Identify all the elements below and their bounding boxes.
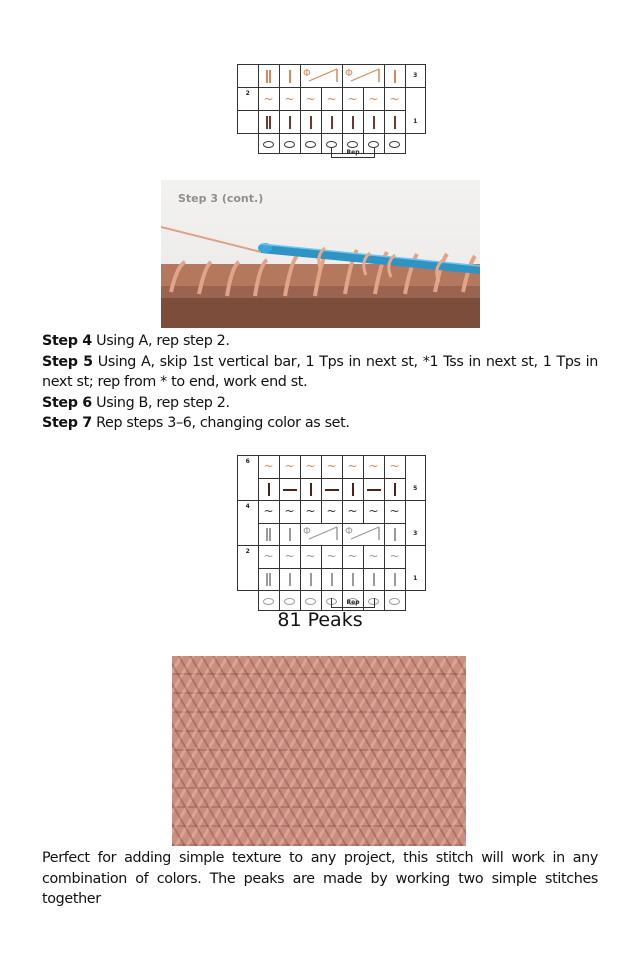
chart-cell bbox=[363, 568, 384, 591]
chart-cell: ~ bbox=[300, 501, 321, 524]
chart-cell: ~ bbox=[300, 456, 321, 479]
chart-cell: ~ bbox=[384, 501, 405, 524]
chart-cell bbox=[384, 568, 405, 591]
step3-photo bbox=[161, 180, 480, 328]
chart-cell bbox=[300, 111, 321, 134]
chart-cell bbox=[321, 478, 342, 501]
repeat-bracket: Rep bbox=[331, 148, 375, 158]
chart-cell: ~ bbox=[300, 546, 321, 569]
chart-cell bbox=[363, 111, 384, 134]
chart-cell bbox=[258, 65, 279, 88]
row-label-empty bbox=[238, 568, 259, 591]
chart-cell: ~ bbox=[342, 456, 363, 479]
row-label-empty bbox=[238, 523, 259, 546]
chart-cell bbox=[279, 568, 300, 591]
chart-cell: ~ bbox=[384, 88, 405, 111]
row-label-4: 4 bbox=[238, 501, 259, 524]
peaks-swatch-photo bbox=[172, 656, 466, 846]
chart-cell bbox=[279, 65, 300, 88]
chart-cell: ~ bbox=[300, 88, 321, 111]
chart-cell bbox=[258, 478, 279, 501]
chart-cell: ~ bbox=[384, 546, 405, 569]
step-text: Using B, rep step 2. bbox=[91, 394, 230, 411]
svg-text:Φ: Φ bbox=[345, 67, 353, 79]
chart-cell-chain bbox=[300, 591, 321, 611]
chart-cell: ~ bbox=[363, 88, 384, 111]
row-label-empty bbox=[405, 456, 426, 479]
stitch-chart-top bbox=[237, 64, 426, 154]
chart-cell: ~ bbox=[279, 546, 300, 569]
chart-cell bbox=[321, 111, 342, 134]
row-label-empty bbox=[238, 591, 259, 611]
row-label-empty bbox=[405, 88, 426, 111]
row-label-empty bbox=[405, 546, 426, 569]
chart-cell: ~ bbox=[342, 501, 363, 524]
chart-cell bbox=[279, 111, 300, 134]
row-label-3: 3 bbox=[405, 65, 426, 88]
step-text: Using A, skip 1st vertical bar, 1 Tps in next st, *1 Tss in next st, 1 Tps in next st; rep from * to end, work end st. bbox=[42, 353, 599, 390]
chart-cell bbox=[342, 568, 363, 591]
chart-cell: ~ bbox=[279, 88, 300, 111]
chart-cell: ~ bbox=[363, 501, 384, 524]
row-label-1: 1 bbox=[405, 111, 426, 134]
chart-cell bbox=[342, 478, 363, 501]
row-label-1: 1 bbox=[405, 568, 426, 591]
repeat-bracket: Rep bbox=[331, 598, 375, 608]
row-label-6: 6 bbox=[238, 456, 259, 479]
photo-caption: Step 3 (cont.) bbox=[178, 192, 264, 205]
chart-cell-chain bbox=[258, 134, 279, 154]
row-label-2: 2 bbox=[238, 546, 259, 569]
chart-cell: ~ bbox=[342, 546, 363, 569]
chart-cell bbox=[300, 478, 321, 501]
chart-cell-tps-together bbox=[300, 65, 342, 88]
chart-cell bbox=[384, 478, 405, 501]
chart-cell bbox=[258, 568, 279, 591]
step-4 bbox=[42, 331, 598, 352]
chart-cell bbox=[384, 65, 405, 88]
row-label-2: 2 bbox=[238, 88, 259, 111]
chart-cell: ~ bbox=[384, 456, 405, 479]
row-label-empty bbox=[405, 134, 426, 154]
row-label-empty bbox=[238, 134, 259, 154]
steps-text bbox=[42, 331, 598, 434]
chart-cell: ~ bbox=[321, 546, 342, 569]
row-label-empty bbox=[405, 501, 426, 524]
stitch-title: 81 Peaks bbox=[277, 609, 363, 631]
row-label-empty bbox=[405, 591, 426, 611]
chart-cell bbox=[279, 523, 300, 546]
svg-text:Φ: Φ bbox=[303, 67, 311, 79]
chart-cell bbox=[363, 478, 384, 501]
chart-cell: ~ bbox=[258, 88, 279, 111]
chart-cell-chain bbox=[279, 591, 300, 611]
chart-cell: ~ bbox=[258, 546, 279, 569]
chart-cell: ~ bbox=[321, 501, 342, 524]
chart-cell bbox=[258, 111, 279, 134]
chart-cell-chain bbox=[384, 591, 405, 611]
chart-cell bbox=[300, 568, 321, 591]
svg-text:Φ: Φ bbox=[303, 525, 311, 537]
crochet-hook-illustration bbox=[161, 180, 480, 328]
chart-cell bbox=[384, 111, 405, 134]
chart-cell-chain bbox=[384, 134, 405, 154]
step-label: Step 6 bbox=[42, 394, 92, 411]
chart-cell-tps-together bbox=[342, 523, 384, 546]
chart-cell bbox=[258, 523, 279, 546]
chart-cell: ~ bbox=[363, 546, 384, 569]
row-label-empty bbox=[238, 111, 259, 134]
step-7 bbox=[42, 413, 598, 434]
step-label: Step 5 bbox=[42, 353, 93, 370]
chart-cell: ~ bbox=[258, 456, 279, 479]
step-6 bbox=[42, 393, 598, 414]
chart-cell: ~ bbox=[321, 88, 342, 111]
step-text: Rep steps 3–6, changing color as set. bbox=[91, 415, 350, 431]
chart-cell-chain bbox=[258, 591, 279, 611]
chart-cell bbox=[279, 478, 300, 501]
chart-cell bbox=[321, 568, 342, 591]
chart-cell-tps-together bbox=[300, 523, 342, 546]
row-label-3: 3 bbox=[405, 523, 426, 546]
row-label-empty bbox=[238, 478, 259, 501]
chart-cell: ~ bbox=[363, 456, 384, 479]
chart-cell-tps-together bbox=[342, 65, 384, 88]
svg-text:Φ: Φ bbox=[345, 525, 353, 537]
chart-cell: ~ bbox=[321, 456, 342, 479]
intro-text: Perfect for adding simple texture to any project, this stitch will work in any combination of colors. The peaks are made by working two simple stitches together bbox=[42, 850, 598, 907]
chart-cell-chain bbox=[279, 134, 300, 154]
chart-cell-chain bbox=[300, 134, 321, 154]
step-text: Using A, rep step 2. bbox=[91, 333, 230, 349]
row-label-5: 5 bbox=[405, 478, 426, 501]
step-label: Step 4 bbox=[42, 333, 92, 349]
chart-cell: ~ bbox=[279, 456, 300, 479]
chart-cell: ~ bbox=[279, 501, 300, 524]
step-label: Step 7 bbox=[42, 415, 92, 431]
intro-paragraph bbox=[42, 848, 598, 910]
row-label-empty bbox=[238, 65, 259, 88]
stitch-chart-bottom bbox=[237, 455, 426, 611]
chart-cell: ~ bbox=[342, 88, 363, 111]
chart-cell bbox=[342, 111, 363, 134]
step-5 bbox=[42, 352, 598, 393]
chart-cell: ~ bbox=[258, 501, 279, 524]
chart-cell bbox=[384, 523, 405, 546]
